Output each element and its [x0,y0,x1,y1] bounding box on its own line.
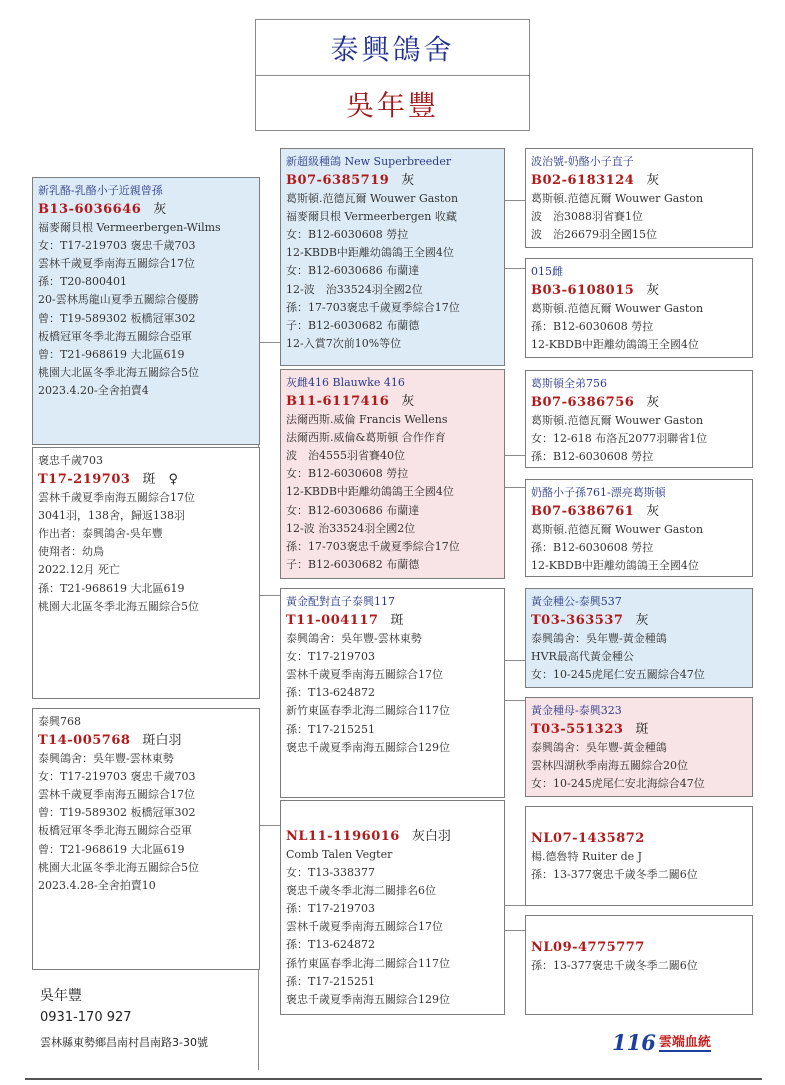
card-line: 女：B12-6030686 布蘭達 [286,503,420,517]
logo-text: 雲端血統 [659,1031,711,1052]
card-line: 褒忠千歲夏季南海五關綜合129位 [286,740,450,754]
ring-row [531,502,747,521]
ring-row [531,171,747,190]
color-label: 斑 [635,722,649,738]
color-label: 灰 [153,202,167,218]
card-line: 2023.4.20-全舍拍賣4 [38,383,149,397]
connector-line [505,200,525,201]
color-label: 灰 [646,395,660,411]
card-line: 曾：T21-968619 大北區619 [38,842,185,856]
color-label: 灰 [646,173,660,189]
loft-name: 泰興鴿舍 [256,20,529,76]
logo-number: 116 [612,1030,656,1055]
card-line: 楊.德魯特 Ruiter de J [531,850,643,863]
card-line: 葛斯頓.范德瓦爾 Wouwer Gaston [531,523,704,537]
card-line: 孫：17-703褒忠千歲夏季綜合17位 [286,539,460,553]
connector-line [505,700,525,701]
connector-line [505,487,525,488]
great-grandparent-card-2 [525,258,753,358]
card-line: 12-KBDB中距離幼鴿鴿王全國4位 [286,246,454,260]
card-line: 孫：13-377褒忠千歲冬季二關6位 [531,868,698,882]
card-line: 孫：T21-968619 大北區619 [38,581,185,595]
card-heading: 波治號-奶酪小子直子 [531,155,634,168]
card-line: 2022.12月 死亡 [38,563,120,577]
ring-number: T03-363537 [531,613,624,629]
ring-number: B07-6386756 [531,395,635,411]
card-line: 褒忠千歲冬季北海二關排名6位 [286,884,436,898]
card-line: 板橋冠軍冬季北海五關綜合亞軍 [38,824,192,838]
footer-phone: 0931-170 927 [40,1010,132,1025]
ring-row [38,200,254,219]
card-line: 曾：T21-968619 大北區619 [38,347,185,361]
card-line: 法爾西斯.威倫 Francis Wellens [286,413,448,427]
ring-number: NL07-1435872 [531,831,645,846]
ring-row [531,281,747,300]
card-heading: 黃金配對直子泰興117 [286,595,395,608]
card-line: 孫：T17-215251 [286,974,376,988]
card-heading: 新乳酪-乳酪小子近親曾孫 [38,184,163,197]
card-line: 女：T13-338377 [286,866,376,880]
owner-name: 吳年豐 [345,89,439,122]
dam-card [32,447,260,699]
footer-address: 雲林縣東勢鄉昌南村昌南路3-30號 [40,1036,208,1049]
card-line: 作出者：泰興鴿舍-吳年豐 [38,527,163,541]
card-line: 葛斯頓.范德瓦爾 Wouwer Gaston [286,192,459,206]
card-line: 12-波 治33524羽全國2位 [286,282,423,296]
card-line: 12-KBDB中距離幼鴿鴿王全國4位 [531,559,699,573]
card-line: 孫：T13-624872 [286,938,376,952]
card-line: 3041羽，138舍，歸返138羽 [38,509,185,523]
card-line: 曾：T19-589302 板橋冠軍302 [38,311,196,325]
color-label: 斑 [390,613,404,629]
card-line: 20-雲林馬龍山夏季五關綜合優勝 [38,293,199,307]
card-line: 雲林四湖秋季南海五關綜合20位 [531,759,688,773]
card-line: 12-KBDB中距離幼鴿鴿王全國4位 [286,485,454,499]
ring-number: NL11-1196016 [286,829,400,844]
great-grandparent-card-8 [525,915,753,1015]
connector-line [258,825,280,826]
color-label: 灰 [401,394,415,410]
footer-name: 吳年豐 [40,988,82,1004]
card-line: 孫：13-377褒忠千歲冬季二關6位 [531,959,698,972]
card-line: 女：B12-6030686 布蘭達 [286,264,420,278]
ring-row [38,731,254,750]
card-line: 女：10-245虎尾仁安五關綜合47位 [531,668,705,682]
card-line: 2023.4.28-全舍拍賣10 [38,878,156,892]
great-grandparent-card-1 [525,148,753,248]
card-line: 葛斯頓.范德瓦爾 Wouwer Gaston [531,302,704,316]
ring-number: B13-6036646 [38,202,142,218]
card-line: 子：B12-6030682 布蘭德 [286,318,420,332]
card-line: 曾：T19-589302 板橋冠軍302 [38,806,196,820]
card-line: 泰興鴿舍：吳年豐-雲林東勢 [38,752,174,766]
grandparent-card-2 [280,369,505,579]
card-line: 女：B12-6030608 勞拉 [286,467,409,481]
title-box [255,19,530,131]
card-line: 孫：T17-219703 [286,902,376,916]
ring-number: B11-6117416 [286,394,390,410]
color-label: 灰 [646,504,660,520]
card-heading: 新超級種鴿 New Superbreeder [286,155,452,168]
ring-number: B02-6183124 [531,173,635,189]
ring-number: B07-6386761 [531,504,635,520]
card-line: 新竹東區春季北海二關綜合117位 [286,704,450,718]
ring-number: T03-551323 [531,722,624,738]
card-line: 12-波 治33524羽全國2位 [286,521,416,535]
logo [612,1030,711,1055]
great-grandparent-card-6 [525,697,753,797]
card-line: 孫：T13-624872 [286,686,376,700]
color-label: 斑白羽 [142,733,182,749]
connector-line [505,455,525,456]
grandparent-card-4 [280,800,505,1015]
connector-line [505,660,525,661]
color-label: 灰 [401,173,415,189]
great-grandparent-card-4 [525,479,753,577]
card-heading: 015雌 [531,265,563,278]
card-line: 雲林千歲夏季南海五關綜合17位 [38,491,195,505]
card-line: 雲林千歲夏季南海五關綜合17位 [38,257,195,271]
card-heading: 泰興768 [38,715,81,728]
color-label: 灰 [646,283,660,299]
connector-line [505,930,525,931]
great-grandparent-card-7 [525,806,753,906]
sire-card [32,708,260,970]
subject-card [32,177,260,445]
ring-row [286,171,499,190]
ring-row [38,470,254,489]
card-line: 女：B12-6030608 勞拉 [286,228,409,242]
card-line: 波 治3088羽省賽1位 [531,210,643,224]
ring-number: T11-004117 [286,613,379,629]
ring-row [531,938,747,957]
card-line: 桃園大北區冬季北海五關綜合5位 [38,860,199,874]
card-line: 福麥爾貝根 Vermeerbergen 收藏 [286,210,457,224]
connector-line [258,595,280,596]
ring-row [531,829,747,848]
card-heading: 葛斯頓全弟756 [531,377,607,390]
card-line: 孫：B12-6030608 勞拉 [531,541,654,555]
card-line: 雲林千歲夏季南海五關綜合17位 [286,920,443,934]
card-line: 使翔者：幼鳥 [38,545,104,559]
ring-row [286,611,499,630]
card-line: 泰興鴿舍：吳年豐-黃金種鴿 [531,741,667,755]
card-line: Comb Talen Vegter [286,848,393,861]
card-line: 12-KBDB中距離幼鴿鴿王全國4位 [531,338,699,352]
ring-row [531,611,747,630]
card-line: 女：10-245虎尾仁安北海綜合47位 [531,777,705,791]
card-line: 孫：T20-800401 [38,275,128,289]
card-heading: 黃金種公-泰興537 [531,595,622,608]
grandparent-card-3 [280,588,505,798]
card-line: 孫竹東區春季北海二關綜合117位 [286,956,450,970]
ring-row [286,827,499,846]
grandparent-card-1 [280,148,505,366]
color-label: 灰 [635,613,649,629]
color-label: 斑 ♀ [142,472,178,488]
ring-number: B07-6385719 [286,173,390,189]
card-line: 12-入賞7次前10%等位 [286,336,402,350]
great-grandparent-card-5 [525,588,753,688]
card-line: 雲林千歲夏季南海五關綜合17位 [38,788,195,802]
ring-number: T17-219703 [38,472,131,488]
ring-row [286,392,499,411]
card-line: 桃園大北區冬季北海五關綜合5位 [38,365,199,379]
card-line: 孫：17-703褒忠千歲夏季綜合17位 [286,300,460,314]
card-line: 褒忠千歲夏季南海五關綜合129位 [286,992,450,1006]
ring-row [531,393,747,412]
card-line: 孫：B12-6030608 勞拉 [531,320,654,334]
card-line: 福麥爾貝根 Vermeerbergen-Wilms [38,221,221,235]
bottom-divider [25,1078,762,1080]
card-line: 女：12-618 布洛瓦2077羽聯省1位 [531,432,708,446]
connector-line [505,905,525,906]
card-line: 桃園大北區冬季北海五關綜合5位 [38,599,199,613]
card-line: 葛斯頓.范德瓦爾 Wouwer Gaston [531,414,704,428]
card-line: HVR最高代黃金種公 [531,650,634,664]
card-heading: 褒忠千歲703 [38,454,103,467]
card-line: 葛斯頓.范德瓦爾 Wouwer Gaston [531,192,704,206]
card-line: 子：B12-6030682 布蘭德 [286,557,420,571]
card-line: 孫：B12-6030608 勞拉 [531,450,654,464]
card-line: 雲林千歲夏季南海五關綜合17位 [286,668,443,682]
card-line: 女：T17-219703 褒忠千歲703 [38,770,196,784]
color-label: 灰白羽 [411,829,451,844]
ring-number: B03-6108015 [531,283,635,299]
connector-line [258,342,280,343]
card-line: 泰興鴿舍：吳年豐-黃金種鴿 [531,632,667,646]
card-line: 女：T17-219703 [286,650,376,664]
card-line: 泰興鴿舍：吳年豐-雲林東勢 [286,632,422,646]
card-heading: 灰雌416 Blauwke 416 [286,376,405,389]
ring-number: NL09-4775777 [531,940,645,955]
card-line: 孫：T17-215251 [286,722,376,736]
card-line: 波 治4555羽省賽40位 [286,449,405,463]
card-line: 波 治26679羽全國15位 [531,228,657,242]
card-line: 女：T17-219703 褒忠千歲703 [38,239,196,253]
ring-number: T14-005768 [38,733,131,749]
card-heading: 黃金種母-泰興323 [531,704,622,717]
connector-line [505,268,525,269]
card-line: 板橋冠軍冬季北海五關綜合亞軍 [38,329,192,343]
great-grandparent-card-3 [525,370,753,468]
card-line: 法爾西斯.威倫&葛斯頓 合作作育 [286,431,446,445]
card-heading: 奶酪小子孫761-漂亮葛斯頓 [531,486,666,499]
ring-row [531,720,747,739]
